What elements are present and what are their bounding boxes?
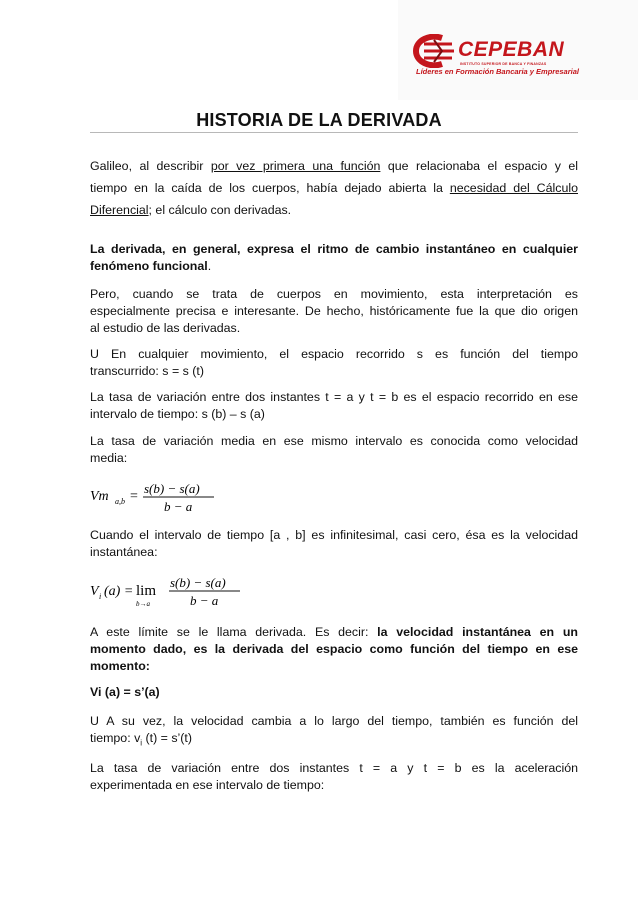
formula-lhs-argument: (a) = (104, 584, 134, 599)
formula-average-velocity (90, 477, 230, 517)
paragraph-line: intervalo de tiempo: s (b) – s (a) (90, 407, 265, 421)
paragraph-line: experimentada en ese intervalo de tiempo: (90, 778, 325, 792)
paragraph-definition (90, 241, 578, 275)
paragraph-line: La tasa de variación entre dos instantes t = a y t = b es el espacio recorrido en ese (90, 390, 578, 404)
paragraph-line: al estudio de las derivadas. (90, 321, 241, 335)
formula-lhs-subscript: i (99, 592, 102, 601)
paragraph-line: media: (90, 451, 128, 465)
title-divider (90, 132, 578, 133)
paragraph-space-function (90, 346, 578, 380)
page-title: HISTORIA DE LA DERIVADA (196, 110, 442, 130)
paragraph-line: momento: (90, 659, 150, 673)
cepeban-emblem-icon (412, 34, 456, 68)
paragraph-acceleration (90, 760, 578, 794)
cepeban-logo (412, 34, 638, 82)
paragraph-line: especialmente precisa e interesante. De hecho, históricamente fue la que dio origen (90, 304, 578, 318)
formula-instant-velocity (90, 571, 250, 613)
formula-lhs: Vm (90, 489, 109, 504)
paragraph-line: momento dado, es la derivada del espacio como función del tiempo en ese (90, 642, 578, 656)
logo-name: CEPEBAN (458, 38, 565, 61)
formula-numerator: s(b) − s(a) (170, 575, 226, 590)
paragraph-vi-equation: Vi (a) = s’(a) (90, 685, 160, 699)
paragraph-line: tiempo en la caída de los cuerpos, había dejado abierta la necesidad del Cálculo (90, 181, 578, 195)
paragraph-line: U En cualquier movimiento, el espacio recorrido s es función del tiempo (90, 347, 578, 361)
paragraph-line: Pero, cuando se trata de cuerpos en movimiento, esta interpretación es (90, 287, 578, 301)
formula-denominator: b − a (190, 593, 219, 608)
paragraph-line: U A su vez, la velocidad cambia a lo largo del tiempo, también es función del (90, 714, 578, 728)
paragraph-line: Diferencial; el cálculo con derivadas. (90, 203, 292, 217)
paragraph-line: instantánea: (90, 545, 158, 559)
paragraph-line: Cuando el intervalo de tiempo [a , b] es infinitesimal, casi cero, ésa es la velocidad (90, 528, 578, 542)
paragraph-velocity-function (90, 713, 578, 751)
logo-slogan: Líderes en Formación Bancaria y Empresarial (416, 67, 579, 76)
formula-numerator: s(b) − s(a) (144, 481, 200, 496)
underlined-phrase: necesidad del Cálculo (449, 181, 578, 195)
paragraph-line: tiempo: $v_i$ (t) = s’(t) (90, 731, 192, 748)
paragraph-line: fenómeno funcional. (90, 259, 212, 273)
equals-sign: = (130, 489, 138, 504)
formula-denominator: b − a (164, 499, 193, 514)
formula-lhs: V (90, 584, 99, 599)
paragraph-line: transcurrido: s = s (t) (90, 364, 204, 378)
limit-subscript: b→a (136, 600, 150, 608)
paragraph-line: La tasa de variación media en ese mismo intervalo es conocida como velocidad (90, 434, 578, 448)
paragraph-line: La derivada, en general, expresa el ritmo de cambio instantáneo en cualquier (90, 242, 578, 256)
paragraph-derivative-definition (90, 624, 578, 675)
logo-subtitle: INSTITUTO SUPERIOR DE BANCA Y FINANZAS (460, 62, 547, 66)
paragraph-galileo (90, 155, 578, 221)
underlined-phrase: Diferencial (90, 203, 149, 217)
underlined-phrase: por vez primera una función (210, 159, 381, 173)
paragraph-movement (90, 286, 578, 337)
paragraph-rate-of-change (90, 389, 578, 423)
paragraph-instant-intro (90, 527, 578, 561)
limit-operator: lim (136, 583, 157, 599)
paragraph-average-velocity (90, 433, 578, 467)
paragraph-line: Galileo, al describir por vez primera una función que relacionaba el espacio y el (90, 159, 578, 173)
formula-lhs-subscript: a,b (115, 497, 125, 506)
paragraph-line: La tasa de variación entre dos instantes t = a y t = b es la aceleración (90, 761, 578, 775)
paragraph-line: A este límite se le llama derivada. Es decir: la velocidad instantánea en un (90, 625, 578, 639)
